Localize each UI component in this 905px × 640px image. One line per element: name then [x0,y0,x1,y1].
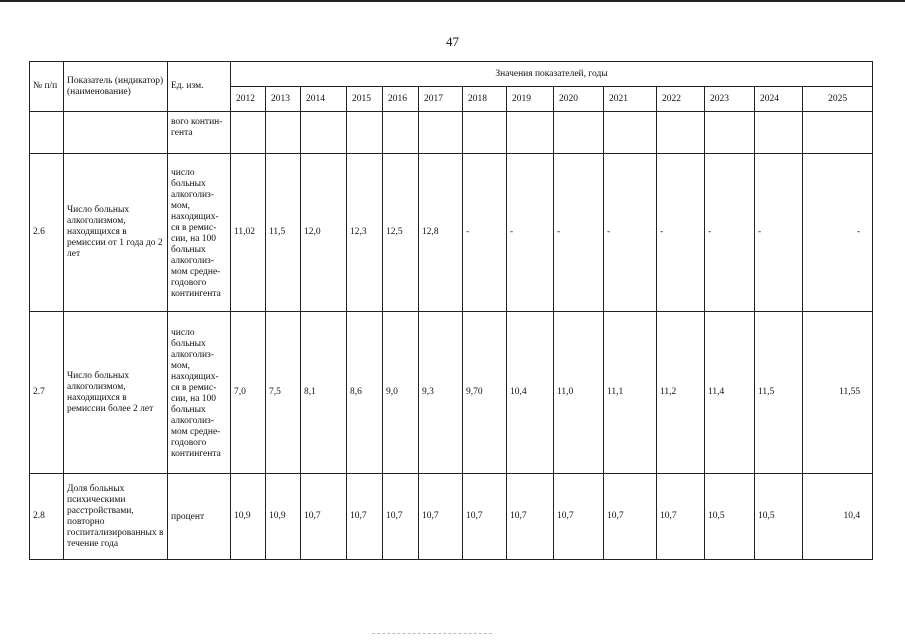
value-cell: 9,70 [463,312,507,474]
header-num: № п/п [30,62,64,112]
row-number: 2.7 [30,312,64,474]
table-row [30,312,873,474]
header-year: 2019 [507,87,554,112]
value-cell: 11,5 [755,312,803,474]
value-cell: 12,3 [347,154,383,312]
value-cell: - [803,154,873,312]
value-cell: 9,3 [419,312,463,474]
value-cell: 8,6 [347,312,383,474]
header-year: 2020 [554,87,604,112]
header-year: 2014 [301,87,347,112]
header-year: 2025 [803,87,873,112]
value-cell [755,112,803,154]
value-cell: 10,7 [604,474,657,560]
value-cell: 10,7 [657,474,705,560]
value-cell: 9,0 [383,312,419,474]
row-unit: процент [168,474,231,560]
value-cell: 11,5 [266,154,301,312]
value-cell: 10,4 [507,312,554,474]
row-indicator: Доля больных психическими расстройствами, повторно госпитализированных в течение года [64,474,168,560]
value-cell: 11,02 [231,154,266,312]
header-year: 2016 [383,87,419,112]
value-cell: 10,5 [755,474,803,560]
header-year: 2024 [755,87,803,112]
value-cell [347,112,383,154]
row-unit: число больных алкоголиз-мом, находящих-ся в ремис-сии, на 100 больных алкоголиз-мом средне-годового контингента [168,312,231,474]
row-indicator: Число больных алкоголизмом, находящихся в ремиссии от 1 года до 2 лет [64,154,168,312]
header-unit: Ед. изм. [168,62,231,112]
value-cell: - [463,154,507,312]
value-cell [657,112,705,154]
value-cell [301,112,347,154]
value-cell: 10,4 [803,474,873,560]
value-cell: 11,0 [554,312,604,474]
indicators-table [29,61,873,560]
value-cell: 11,55 [803,312,873,474]
row-indicator: Число больных алкоголизмом, находящихся в ремиссии более 2 лет [64,312,168,474]
page-number: 47 [446,34,459,49]
value-cell: 10,9 [266,474,301,560]
value-cell: 11,4 [705,312,755,474]
header-year: 2013 [266,87,301,112]
value-cell: 7,0 [231,312,266,474]
header-year: 2012 [231,87,266,112]
value-cell: 12,5 [383,154,419,312]
value-cell [705,112,755,154]
value-cell: - [604,154,657,312]
header-year: 2018 [463,87,507,112]
value-cell: 8,1 [301,312,347,474]
value-cell [266,112,301,154]
header-year: 2023 [705,87,755,112]
value-cell [419,112,463,154]
value-cell: 10,7 [554,474,604,560]
header-year: 2015 [347,87,383,112]
header-year: 2017 [419,87,463,112]
row-number: 2.6 [30,154,64,312]
value-cell: 10,7 [419,474,463,560]
value-cell: 12,0 [301,154,347,312]
value-cell [383,112,419,154]
value-cell: - [554,154,604,312]
value-cell: - [755,154,803,312]
value-cell: 12,8 [419,154,463,312]
value-cell [554,112,604,154]
value-cell: - [507,154,554,312]
value-cell: 7,5 [266,312,301,474]
row-number: 2.8 [30,474,64,560]
header-year: 2022 [657,87,705,112]
value-cell: 10,7 [347,474,383,560]
value-cell [463,112,507,154]
row-unit: число больных алкоголиз-мом, находящих-ся в ремис-сии, на 100 больных алкоголиз-мом средне-годового контингента [168,154,231,312]
value-cell: 10,7 [507,474,554,560]
row-unit: вого контин-гента [168,112,231,154]
header-indicator: Показатель (индикатор) (наименование) [64,62,168,112]
value-cell [231,112,266,154]
row-indicator [64,112,168,154]
value-cell [604,112,657,154]
header-values-group: Значения показателей, годы [231,62,873,87]
top-edge-rule [0,0,905,2]
table-row [30,112,873,154]
value-cell: 10,5 [705,474,755,560]
value-cell: - [705,154,755,312]
value-cell: 10,7 [301,474,347,560]
value-cell: 10,7 [383,474,419,560]
scan-artifact [372,633,492,635]
value-cell [803,112,873,154]
value-cell: 10,7 [463,474,507,560]
row-number [30,112,64,154]
value-cell: - [657,154,705,312]
value-cell: 10,9 [231,474,266,560]
header-year: 2021 [604,87,657,112]
value-cell: 11,1 [604,312,657,474]
value-cell: 11,2 [657,312,705,474]
table-row [30,154,873,312]
table-row [30,474,873,560]
value-cell [507,112,554,154]
